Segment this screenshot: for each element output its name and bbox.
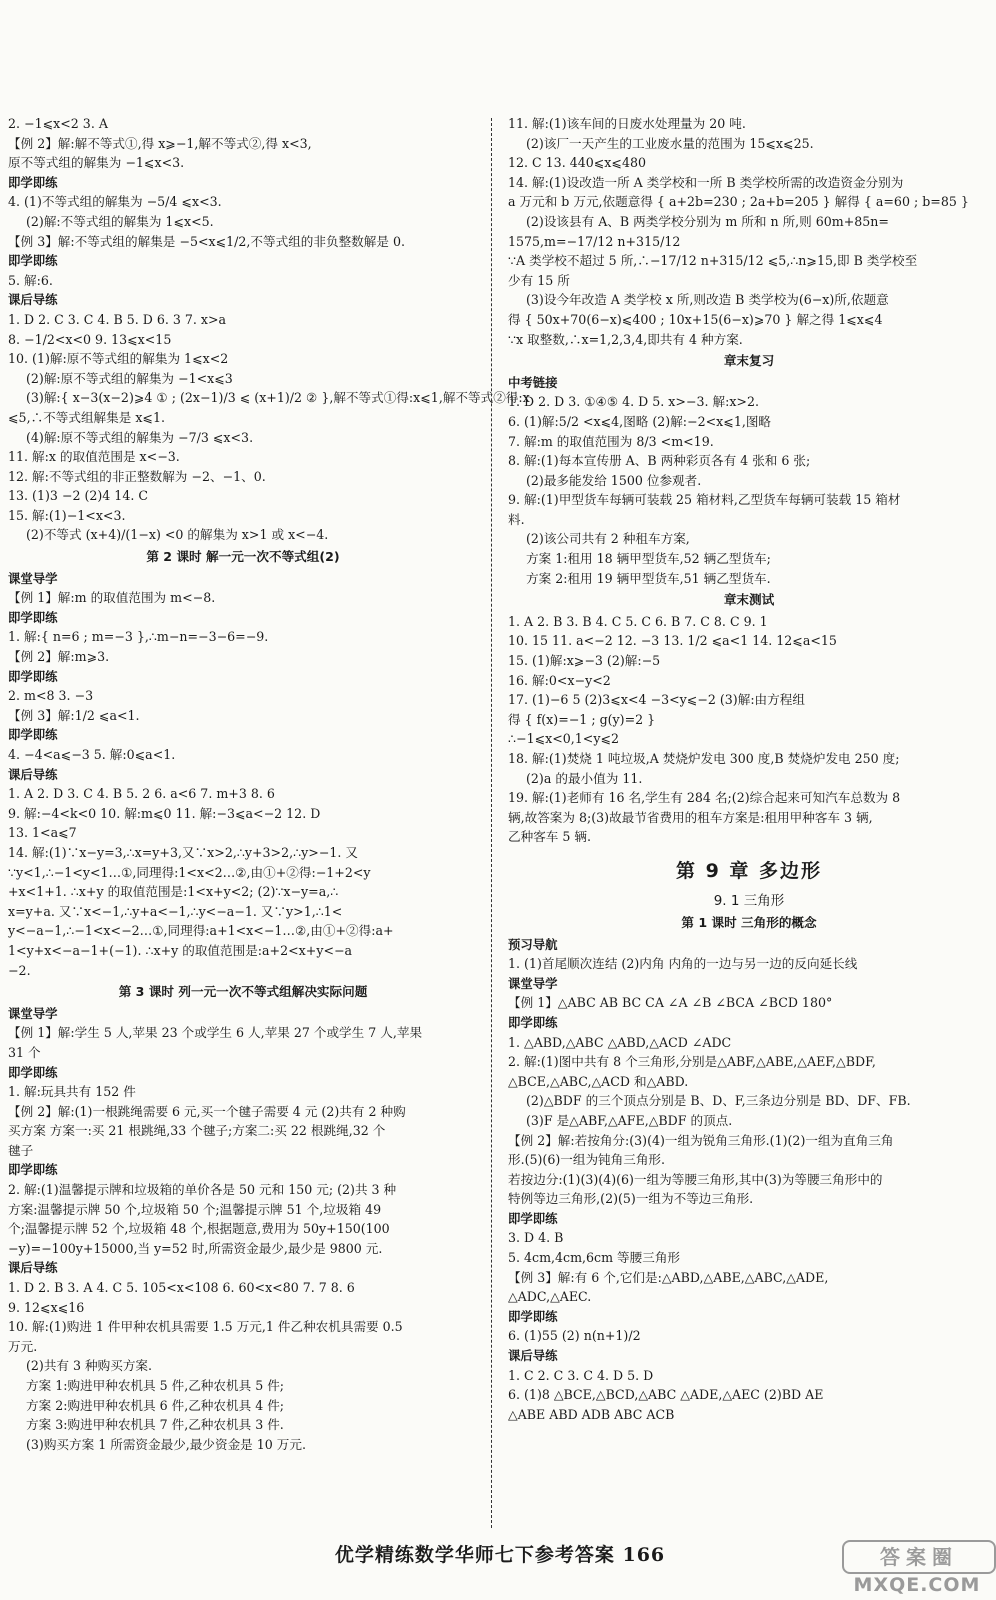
answer-line: (3)F 是△ABF,△AFE,△BDF 的顶点. [526, 1112, 733, 1128]
answer-line: 12. C 13. 440⩽x⩽480 [508, 155, 646, 171]
answer-line: 5. 解:6. [8, 272, 53, 288]
answer-line: 15. 解:(1)−1<x<3. [8, 507, 126, 523]
answer-line: ⩽5,∴不等式组解集是 x⩽1. [8, 409, 165, 425]
answer-line: 1. (1)首尾顺次连结 (2)内角 内角的一边与另一边的反向延长线 [508, 956, 858, 972]
answer-line: 【例 3】解:1/2 ⩽a<1. [8, 707, 140, 723]
answer-line: (2)解:原不等式组的解集为 −1<x⩽3 [26, 370, 233, 386]
section-heading: 课后导练 [8, 766, 58, 782]
column-divider [491, 118, 492, 1528]
answer-line: 方案 1:租用 18 辆甲型货车,52 辆乙型货车; [526, 551, 771, 567]
answer-line: 13. (1)3 −2 (2)4 14. C [8, 488, 148, 504]
answer-line: 方案 2:租用 19 辆甲型货车,51 辆乙型货车. [526, 570, 771, 586]
answer-line: 1. A 2. D 3. C 4. B 5. 2 6. a<6 7. m+3 8. 6 [8, 786, 275, 802]
section-heading: 即学即练 [8, 174, 58, 190]
answer-line: (2)△BDF 的三个顶点分别是 B、D、F,三条边分别是 BD、DF、FB. [526, 1093, 911, 1109]
answer-line: 方案 3:购进甲种农机具 7 件,乙种农机具 3 件. [26, 1417, 284, 1433]
answer-line: 10. 解:(1)购进 1 件甲种农机具需要 1.5 万元,1 件乙种农机具需要 0.5 [8, 1319, 403, 1335]
answer-line: ∵x 取整数,∴x=1,2,3,4,即共有 4 种方案. [508, 331, 743, 347]
lesson-title: 第 9 章 多边形 [675, 859, 823, 882]
section-heading: 即学即练 [8, 727, 58, 743]
answer-line: (2)该公司共有 2 种租车方案, [526, 531, 690, 547]
lesson-title: 9. 1 三角形 [713, 892, 785, 909]
answer-line: −y)=−100y+15000,当 y=52 时,所需资金最少,最少是 9800 元. [8, 1240, 383, 1256]
answer-line: 买方案 方案一:买 21 根跳绳,33 个毽子;方案二:买 22 根跳绳,32 个 [8, 1123, 386, 1139]
section-heading: 即学即练 [508, 1308, 558, 1324]
answer-line: 6. (1)55 (2) n(n+1)/2 [508, 1328, 641, 1344]
answer-line: 10. (1)解:原不等式组的解集为 1⩽x<2 [8, 351, 229, 367]
answer-line: 2. −1⩽x<2 3. A [8, 116, 108, 131]
answer-line: 9. 解:(1)甲型货车每辆可装载 25 箱材料,乙型货车每辆可装载 15 箱材 [508, 492, 901, 508]
answer-line: y<−a−1,∴−1<x<−2…①,同理得:a+1<x<−1…②,由①+②得:a+ [8, 923, 394, 939]
section-heading: 预习导航 [508, 936, 558, 952]
answer-line: 万元. [8, 1338, 38, 1354]
answer-line: (2)共有 3 种购买方案. [26, 1358, 153, 1374]
lesson-title: 章末复习 [723, 353, 775, 369]
section-heading: 课后导练 [8, 1260, 58, 1276]
answer-line: 料. [508, 511, 525, 527]
answer-line: 【例 1】△ABC AB BC CA ∠A ∠B ∠BCA ∠BCD 180° [508, 995, 833, 1011]
answer-line: 1. D 2. C 3. C 4. B 5. D 6. 3 7. x>a [8, 311, 227, 327]
answer-line: (3)购买方案 1 所需资金最少,最少资金是 10 万元. [26, 1436, 306, 1452]
lesson-title: 第 2 课时 解一元一次不等式组(2) [146, 549, 340, 565]
left-column [8, 114, 530, 1454]
answer-line: (3)设今年改造 A 类学校 x 所,则改造 B 类学校为(6−x)所,依题意 [526, 292, 889, 308]
answer-line: ∴−1⩽x<0,1<y⩽2 [508, 731, 620, 747]
answer-line: 1. 解:玩具共有 152 件 [8, 1084, 136, 1100]
lesson-title: 第 1 课时 三角形的概念 [681, 914, 817, 930]
answer-line: 13. 1<a⩽7 [8, 825, 77, 841]
answer-line: 10. 15 11. a<−2 12. −3 13. 1/2 ⩽a<1 14. 12⩽a<15 [508, 633, 837, 649]
answer-line: +x<1+1. ∴x+y 的取值范围是:1<x+y<2; (2)∵x−y=a,∴ [8, 884, 339, 900]
answer-line: 1. A 2. B 3. B 4. C 5. C 6. B 7. C 8. C 9. 1 [508, 613, 768, 629]
watermark-brand: 答案圈 [842, 1540, 996, 1574]
section-heading: 即学即练 [8, 253, 58, 269]
answer-line: 1. D 2. D 3. ①④⑤ 4. D 5. x>−3. 解:x>2. [508, 394, 760, 410]
answer-line: 9. 12⩽x⩽16 [8, 1299, 85, 1315]
answer-line: 特例等边三角形,(2)(5)一组为不等边三角形. [508, 1191, 754, 1207]
section-heading: 课堂导学 [8, 570, 58, 586]
answer-line: △BCE,△ABC,△ACD 和△ABD. [508, 1073, 689, 1089]
answer-line: (2)不等式 (x+4)/(1−x) <0 的解集为 x>1 或 x<−4. [26, 527, 329, 543]
answer-line: 7. 解:m 的取值范围为 8/3 <m<19. [508, 433, 714, 449]
answer-line: 1<y+x<−a−1+(−1). ∴x+y 的取值范围是:a+2<x+y<−a [8, 942, 353, 958]
section-heading: 即学即练 [8, 668, 58, 684]
answer-line: △ADC,△AEC. [508, 1289, 592, 1305]
answer-line: 14. 解:(1)∵x−y=3,∴x=y+3,又∵x>2,∴y+3>2,∴y>−1. 又 [8, 844, 358, 860]
section-heading: 课后导练 [8, 292, 58, 308]
section-heading: 课堂导学 [8, 1005, 58, 1021]
lesson-title: 章末测试 [723, 592, 775, 608]
section-heading: 即学即练 [8, 609, 58, 625]
watermark-url: MXQE.COM [853, 1574, 981, 1596]
answer-line: 11. 解:x 的取值范围是 x<−3. [8, 449, 180, 465]
answer-line: (3)解:{ x−3(x−2)⩾4 ① ; (2x−1)/3 ⩽ (x+1)/2 ② },解不等式①得:x⩽1,解不等式②得:x [26, 390, 530, 406]
answer-line: 4. (1)不等式组的解集为 −5/4 ⩽x<3. [8, 194, 222, 210]
answer-line: 方案 1:购进甲种农机具 5 件,乙种农机具 5 件; [26, 1378, 285, 1393]
answer-line: (4)解:原不等式组的解集为 −7/3 ⩽x<3. [26, 429, 254, 445]
answer-line: −2. [8, 962, 31, 978]
answer-line: 6. (1)解:5/2 <x⩽4,图略 (2)解:−2<x⩽1,图略 [508, 413, 772, 429]
answer-line: 9. 解:−4<k<0 10. 解:m⩽0 11. 解:−3⩽a<−2 12. D [8, 805, 321, 821]
answer-line: (2)a 的最小值为 11. [526, 770, 643, 786]
answer-line: 得 { f(x)=−1 ; g(y)=2 } [508, 711, 656, 727]
answer-line: 1. 解:{ n=6 ; m=−3 },∴m−n=−3−6=−9. [8, 629, 269, 645]
lesson-title: 第 3 课时 列一元一次不等式组解决实际问题 [118, 984, 368, 1000]
answer-line: 5. 4cm,4cm,6cm 等腰三角形 [508, 1250, 681, 1266]
right-column [508, 114, 990, 1424]
answer-line: 若按边分:(1)(3)(4)(6)一组为等腰三角形,其中(3)为等腰三角形中的 [508, 1171, 883, 1187]
answer-line: (2)解:不等式组的解集为 1⩽x<5. [26, 213, 214, 229]
answer-line: 17. (1)−6 5 (2)3⩽x<4 −3<y⩽−2 (3)解:由方程组 [508, 692, 805, 708]
answer-line: 原不等式组的解集为 −1⩽x<3. [8, 155, 185, 171]
section-heading: 即学即练 [8, 1162, 58, 1178]
section-heading: 课堂导学 [508, 975, 558, 991]
answer-line: a 万元和 b 万元,依题意得 { a+2b=230 ; 2a+b=205 } 解得 { a=60 ; b=85 } [508, 194, 969, 210]
answer-line: 得 { 50x+70(6−x)⩽400 ; 10x+15(6−x)⩾70 } 解之得 1⩽x⩽4 [508, 311, 883, 327]
answer-line: 8. −1/2<x<0 9. 13⩽x<15 [8, 331, 172, 347]
answer-line: 2. m<8 3. −3 [8, 688, 94, 704]
answer-line: 【例 1】解:学生 5 人,苹果 23 个或学生 6 人,苹果 27 个或学生 7 人,苹果 [8, 1025, 423, 1041]
answer-line: x=y+a. 又∵x<−1,∴y+a<−1,∴y<−a−1. 又∵y>1,∴1< [8, 903, 343, 919]
answer-line: ∵y<1,∴−1<y<1…①,同理得:1<x<2…②,由①+②得:−1+2<y [8, 864, 371, 880]
answer-line: 14. 解:(1)设改造一所 A 类学校和一所 B 类学校所需的改造资金分别为 [508, 174, 904, 190]
answer-line: 8. 解:(1)每本宣传册 A、B 两种彩页各有 4 张和 6 张; [508, 453, 811, 469]
page-footer: 优学精练数学华师七下参考答案 166 [334, 1544, 666, 1566]
answer-line: 【例 3】解:有 6 个,它们是:△ABD,△ABE,△ABC,△ADE, [508, 1269, 829, 1285]
section-heading: 即学即练 [508, 1014, 558, 1030]
answer-line: 1. C 2. C 3. C 4. D 5. D [508, 1367, 654, 1383]
answer-line: 12. 解:不等式组的非正整数解为 −2、−1、0. [8, 468, 266, 484]
answer-line: 【例 2】解:若按角分:(3)(4)一组为锐角三角形.(1)(2)一组为直角三角 [508, 1132, 894, 1148]
answer-line: 【例 2】解:解不等式①,得 x⩾−1,解不等式②,得 x<3, [8, 135, 312, 151]
answer-line: 4. −4<a⩽−3 5. 解:0⩽a<1. [8, 747, 176, 762]
answer-line: (2)该厂一天产生的工业废水量的范围为 15⩽x⩽25. [526, 135, 814, 151]
answer-line: 11. 解:(1)该车间的日废水处理量为 20 吨. [508, 116, 746, 131]
answer-line: 个;温馨提示牌 52 个,垃圾箱 48 个,根据题意,费用为 50y+150(100 [8, 1221, 390, 1237]
section-heading: 即学即练 [508, 1210, 558, 1226]
answer-line: 【例 2】解:m⩾3. [8, 649, 110, 665]
answer-line: 形.(5)(6)一组为钝角三角形. [508, 1152, 666, 1168]
answer-line: 3. D 4. B [508, 1230, 564, 1246]
section-heading: 即学即练 [8, 1064, 58, 1080]
answer-line: 辆,故答案为 8;(3)故最节省费用的租车方案是:租用甲种客车 3 辆, [508, 809, 873, 825]
watermark-logo [842, 1540, 992, 1596]
answer-line: 2. 解:(1)温馨提示牌和垃圾箱的单价各是 50 元和 150 元; (2)共 3 种 [8, 1182, 397, 1198]
answer-line: 16. 解:0<x−y<2 [508, 672, 611, 688]
answer-line: 【例 2】解:(1)一根跳绳需要 6 元,买一个毽子需要 4 元 (2)共有 2 种购 [8, 1103, 406, 1119]
answer-line: 毽子 [8, 1142, 34, 1158]
answer-line: 【例 3】解:不等式组的解集是 −5<x⩽1/2,不等式组的非负整数解是 0. [8, 233, 405, 249]
answer-line: 方案 2:购进甲种农机具 6 件,乙种农机具 4 件; [26, 1397, 285, 1413]
answer-line: 18. 解:(1)焚烧 1 吨垃圾,A 焚烧炉发电 300 度,B 焚烧炉发电 250 度; [508, 751, 900, 766]
answer-line: 1. △ABD,△ABC △ABD,△ACD ∠ADC [508, 1034, 732, 1050]
answer-line: 19. 解:(1)老师有 16 名,学生有 284 名;(2)综合起来可知汽车总数为 8 [508, 790, 901, 806]
answer-line: 少有 15 所 [508, 272, 570, 288]
answer-line: △ABE ABD ADB ABC ACB [508, 1406, 675, 1422]
answer-line: 【例 1】解:m 的取值范围为 m<−8. [8, 590, 216, 606]
section-heading: 中考链接 [508, 374, 558, 390]
answer-line: 15. (1)解:x⩾−3 (2)解:−5 [508, 653, 661, 669]
answer-line: 1575,m=−17/12 n+315/12 [508, 233, 681, 249]
answer-line: 2. 解:(1)图中共有 8 个三角形,分别是△ABF,△ABE,△AEF,△BDF, [508, 1054, 876, 1070]
answer-line: 31 个 [8, 1044, 41, 1060]
answer-line: (2)最多能发给 1500 位参观者. [526, 472, 702, 488]
section-heading: 课后导练 [508, 1348, 558, 1364]
answer-line: 方案:温馨提示牌 50 个,垃圾箱 50 个;温馨提示牌 51 个,垃圾箱 49 [8, 1201, 382, 1217]
answer-line: 6. (1)8 △BCE,△BCD,△ABC △ADE,△AEC (2)BD AE [508, 1387, 824, 1403]
answer-line: (2)设该县有 A、B 两类学校分别为 m 所和 n 所,则 60m+85n= [526, 213, 889, 229]
answer-line: ∵A 类学校不超过 5 所,∴−17/12 n+315/12 ⩽5,∴n⩾15,即 B 类学校至 [508, 253, 918, 269]
answer-line: 乙种客车 5 辆. [508, 829, 591, 845]
answer-line: 1. D 2. B 3. A 4. C 5. 105<x<108 6. 60<x<80 7. 7 8. 6 [8, 1280, 355, 1296]
